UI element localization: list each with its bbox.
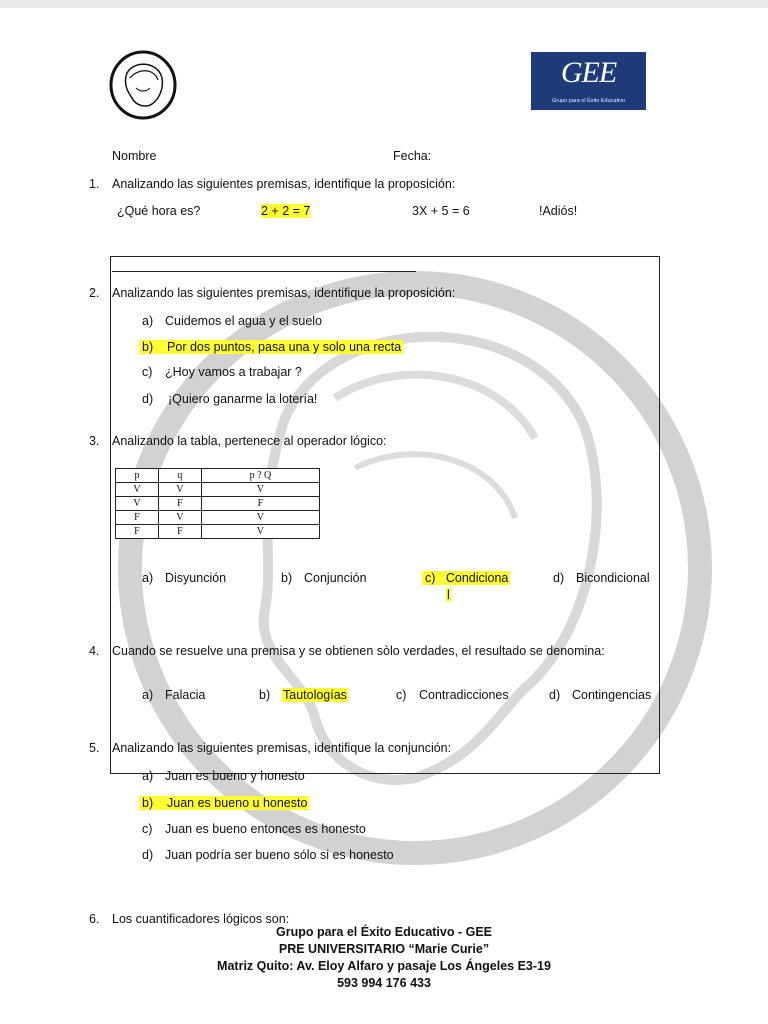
truth-table-cell: F [158,525,201,539]
q4-option-c-letter: c) [396,688,407,702]
truth-table-row [116,497,320,511]
q2-option-b-letter: b) [142,340,154,354]
q4-option-a: Falacia [165,688,206,702]
truth-table-cell: F [116,525,159,539]
marie-curie-logo [108,48,178,120]
q3-option-d-letter: d) [553,571,565,585]
q1-option-1: ¿Qué hora es? [117,204,201,218]
q3-option-c-wrap: l [447,588,450,602]
question-2-number: 2. [89,286,100,300]
footer-line-4: 593 994 176 433 [337,976,431,990]
question-5-text: Analizando las siguientes premisas, identifique la conjunción: [112,741,452,755]
question-4-number: 4. [89,644,100,658]
q3-option-b: Conjunción [304,571,367,585]
truth-table-header-cell: p [116,469,159,483]
question-4-text: Cuando se resuelve una premisa y se obtienen sòlo verdades, el resultado se denomina: [112,644,605,658]
q2-option-a: Cuidemos el agua y el suelo [165,314,323,328]
q2-option-c-letter: c) [142,365,153,379]
q4-option-a-letter: a) [142,688,154,702]
truth-table-header-cell: q [158,469,201,483]
gee-logo [531,52,646,110]
truth-table-row [116,511,320,525]
q2-option-d: ¡Quiero ganarme la lotería! [168,392,318,406]
truth-table-cell: V [116,497,159,511]
truth-table-cell: F [158,497,201,511]
q5-option-d: Juan podría ser bueno sólo si es honesto [165,848,394,862]
q2-option-b-answer [139,340,403,354]
truth-table-cell: V [201,525,319,539]
gee-logo-text: GEE [560,56,617,89]
truth-table-cell: F [201,497,319,511]
q5-option-a: Juan es bueno y honesto [165,769,305,783]
q4-option-b-letter: b) [259,688,271,702]
gee-logo-subtitle: Grupo para el Éxito Educativo [551,98,626,104]
q2-option-a-letter: a) [142,314,154,328]
truth-table-row [116,483,320,497]
question-1-text: Analizando las siguientes premisas, identifique la proposición: [112,177,456,191]
q3-option-d: Bicondicional [576,571,650,585]
truth-table [115,468,320,539]
q2-option-c: ¿Hoy vamos a trabajar ? [165,365,302,379]
question-3-number: 3. [89,434,100,448]
q3-option-a: Disyunción [165,571,227,585]
truth-table-row [116,525,320,539]
q4-option-d-letter: d) [549,688,561,702]
question-5-number: 5. [89,741,100,755]
question-6-text: Los cuantificadores lógicos son: [112,912,290,926]
q1-option-4: !Adiós! [539,204,578,218]
q2-option-d-letter: d) [142,392,154,406]
q2-option-b-text: Por dos puntos, pasa una y solo una recta [167,340,402,354]
truth-table-header-cell: p ? Q [201,469,319,483]
q4-option-b-answer: Tautologías [283,688,347,702]
truth-table-cell: V [158,483,201,497]
date-label: Fecha: [393,149,432,163]
q5-option-a-letter: a) [142,769,154,783]
truth-table-cell: F [116,511,159,525]
footer-line-3: Matriz Quito: Av. Eloy Alfaro y pasaje Los Ángeles E3-19 [217,959,551,973]
q1-option-2-answer: 2 + 2 = 7 [261,204,311,218]
q5-option-b-text: Juan es bueno u honesto [167,796,308,810]
q3-option-c-text: Condiciona [445,571,509,585]
name-label: Nombre [112,149,157,163]
question-3-text: Analizando la tabla, pertenece al operador lógico: [112,434,387,448]
q4-option-c: Contradicciones [419,688,509,702]
q5-option-c: Juan es bueno entonces es honesto [165,822,366,836]
q5-option-c-letter: c) [142,822,153,836]
question-6-number: 6. [89,912,100,926]
footer-line-1: Grupo para el Éxito Educativo - GEE [275,925,492,939]
answer-line [112,271,416,272]
q3-option-c-letter: c) [425,571,436,585]
q5-option-b-answer [139,796,309,810]
truth-table-cell: V [158,511,201,525]
q4-option-d: Contingencias [572,688,652,702]
document-page [0,8,768,1024]
truth-table-cell: V [201,483,319,497]
truth-table-cell: V [201,511,319,525]
q1-option-3: 3X + 5 = 6 [412,204,470,218]
q5-option-b-letter: b) [142,796,154,810]
question-2-text: Analizando las siguientes premisas, identifique la proposición: [112,286,456,300]
q3-option-c-answer [422,571,510,585]
truth-table-header [116,469,320,483]
truth-table-cell: V [116,483,159,497]
q5-option-d-letter: d) [142,848,154,862]
question-1-number: 1. [89,177,100,191]
q3-option-a-letter: a) [142,571,154,585]
footer-line-2: PRE UNIVERSITARIO “Marie Curie” [278,942,490,956]
q3-option-b-letter: b) [281,571,293,585]
